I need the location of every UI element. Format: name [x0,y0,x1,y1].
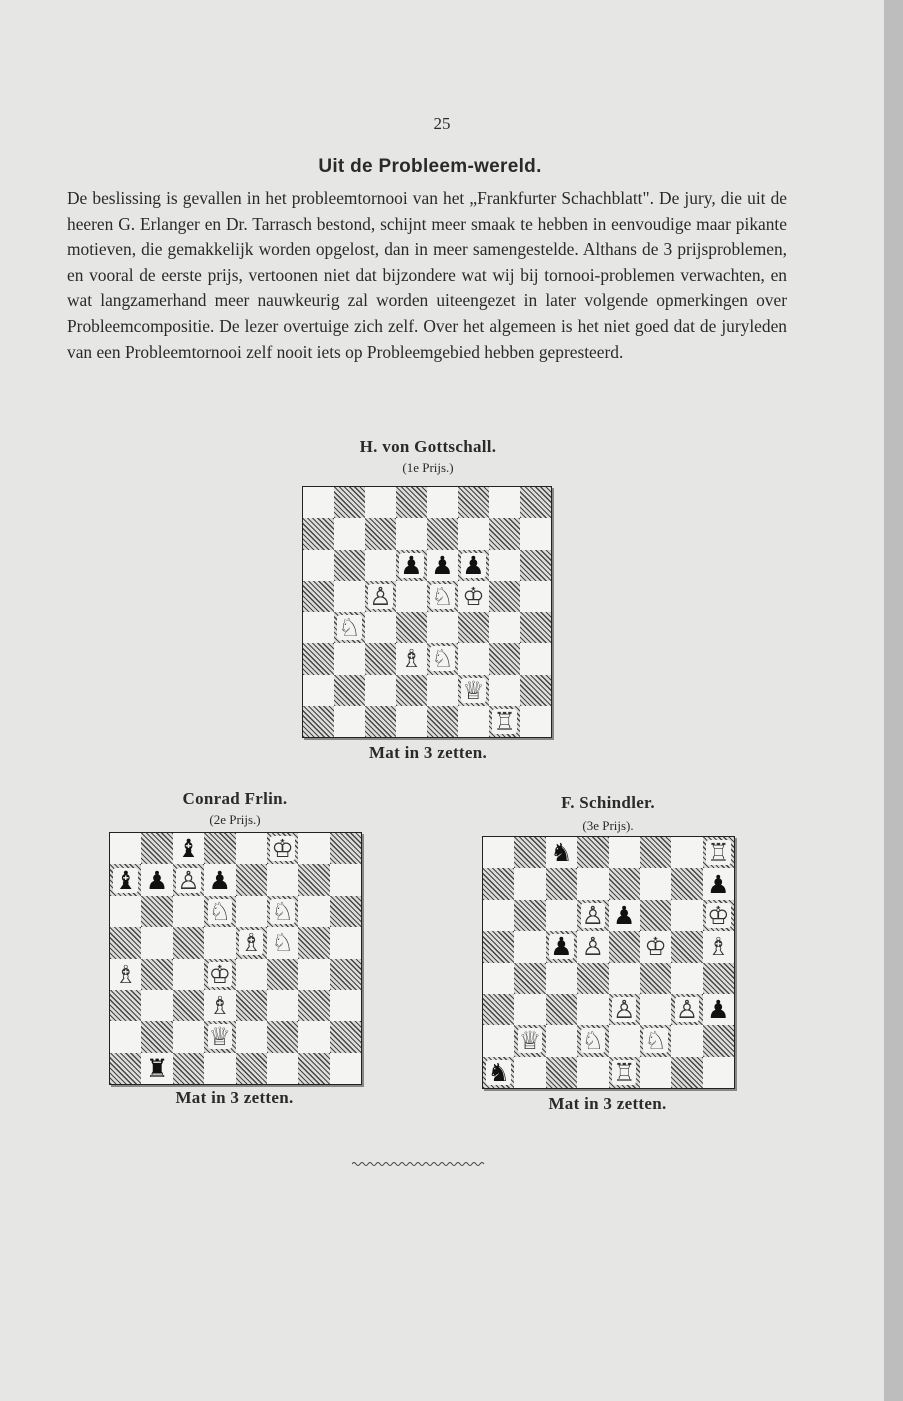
dark-square [303,518,334,549]
light-square [483,1025,514,1056]
dark-square [141,833,172,864]
dark-square [141,896,172,927]
light-square [236,959,267,990]
dark-square [303,581,334,612]
light-square [514,931,545,962]
white-king-icon: ♔ [707,900,730,930]
white-queen-icon: ♕ [208,1022,232,1052]
light-square [365,550,396,581]
dark-square [458,487,489,518]
light-square [703,1057,734,1088]
light-square [365,487,396,518]
light-square [204,927,235,958]
dark-square [110,990,141,1021]
white-bishop-icon: ♗ [707,932,730,962]
dark-square [236,990,267,1021]
white-queen-icon: ♕ [462,675,485,705]
light-square [303,612,334,643]
white-bishop-icon: ♗ [400,644,423,674]
dark-square [489,581,520,612]
dark-square [204,833,235,864]
light-square [427,612,458,643]
black-pawn-icon: ♟ [431,550,454,580]
dark-square [396,612,427,643]
light-square [236,896,267,927]
black-bishop-icon: ♝ [114,865,137,895]
light-square [334,706,365,737]
dark-square [546,1057,577,1088]
light-square [141,927,172,958]
dark-square [298,864,329,895]
dark-square [330,959,361,990]
light-square [236,833,267,864]
chess-diagram-1 [302,486,552,738]
white-pawn-icon: ♙ [612,995,636,1025]
dark-square [427,706,458,737]
light-square [330,864,361,895]
dark-square [330,833,361,864]
black-pawn-icon: ♟ [208,865,232,895]
paragraph: De beslissing is gevallen in het probleemtornooi van het „Frankfurter Schachblatt". De jury, die uit de heeren G. Erlanger en Dr. Tarrasch bestond, schijnt meer smaak te hebben in eenvoudige maar pikante motieven, die gemakkelijk worden opgelost, dan in meer samengestelde. Althans de 3 prijsproblemen, en vooral de eerste prijs, vertoonen niet dat bijzondere wat wij bij tornooi-problemen verwachten, en wat langzamerhand meer nauwkeurig zal worden uiteengezet in later volgende opmerkingen over Probleemcompositie. De lezer overtuige zich zelf. Over het algemeen is het niet goed dat de juryleden van een Probleemtornooi zelf nooit iets op Probleemgebied hebben gepresteerd. [67,188,787,362]
dark-square [173,1053,204,1084]
light-square [458,643,489,674]
page-edge [884,0,903,1401]
dark-square [427,518,458,549]
dark-square [365,706,396,737]
light-square [204,1053,235,1084]
dark-square [483,994,514,1025]
light-square [303,675,334,706]
white-rook-icon: ♖ [493,706,516,736]
dark-square [334,550,365,581]
light-square [365,675,396,706]
dark-square [141,1021,172,1052]
dark-square [671,931,702,962]
dark-square [110,927,141,958]
dark-square [396,487,427,518]
dark-square [110,1053,141,1084]
light-square [640,994,671,1025]
dark-square [298,990,329,1021]
dark-square [546,868,577,899]
light-square [546,1025,577,1056]
light-square [330,927,361,958]
dark-square [609,868,640,899]
dark-square [609,931,640,962]
light-square [489,612,520,643]
dark-square [298,927,329,958]
light-square [520,581,551,612]
light-square [546,963,577,994]
problem-1-prize: (1e Prijs.) [402,460,454,475]
dark-square [520,550,551,581]
light-square [267,864,298,895]
light-square [427,675,458,706]
problem-1-caption: Mat in 3 zetten. [368,743,488,762]
dark-square [483,931,514,962]
light-square [267,1053,298,1084]
light-square [609,963,640,994]
dark-square [483,868,514,899]
dark-square [236,1053,267,1084]
white-bishop-icon: ♗ [114,959,137,989]
dark-square [236,864,267,895]
light-square [298,1021,329,1052]
white-knight-icon: ♘ [208,896,232,926]
problem-1-author: H. von Gottschall. [359,437,497,456]
dark-square [267,1021,298,1052]
white-pawn-icon: ♙ [581,900,605,930]
light-square [110,896,141,927]
black-pawn-icon: ♟ [145,865,169,895]
dark-square [330,896,361,927]
body-text [67,186,787,365]
problem-2-author: Conrad Frlin. [182,789,288,808]
dark-square [458,612,489,643]
dark-square [671,1057,702,1088]
light-square [334,643,365,674]
dark-square [334,487,365,518]
light-square [514,994,545,1025]
light-square [173,959,204,990]
light-square [514,868,545,899]
page-number: 25 [433,114,451,133]
light-square [577,868,608,899]
dark-square [303,643,334,674]
white-rook-icon: ♖ [612,1057,636,1087]
white-knight-icon: ♘ [644,1026,667,1056]
white-king-icon: ♔ [208,959,232,989]
dark-square [703,1025,734,1056]
white-queen-icon: ♕ [518,1026,542,1056]
white-bishop-icon: ♗ [239,928,263,958]
light-square [520,643,551,674]
dark-square [577,963,608,994]
black-rook-icon: ♜ [145,1053,169,1083]
white-king-icon: ♔ [462,581,485,611]
light-square [489,550,520,581]
light-square [577,994,608,1025]
dark-square [303,706,334,737]
light-square [520,518,551,549]
light-square [520,706,551,737]
white-knight-icon: ♘ [271,928,294,958]
dark-square [577,837,608,868]
light-square [396,518,427,549]
problem-3-author: F. Schindler. [561,793,655,812]
light-square [458,518,489,549]
black-knight-icon: ♞ [550,838,573,868]
light-square [173,1021,204,1052]
black-pawn-icon: ♟ [707,869,730,899]
problem-2-prize: (2e Prijs.) [209,812,261,827]
black-pawn-icon: ♟ [612,900,636,930]
light-square [303,550,334,581]
dark-square [520,487,551,518]
dark-square [267,959,298,990]
dark-square [334,675,365,706]
black-pawn-icon: ♟ [462,550,485,580]
black-bishop-icon: ♝ [177,834,200,864]
dark-square [330,1021,361,1052]
light-square [396,581,427,612]
light-square [173,896,204,927]
dark-square [365,643,396,674]
light-square [298,959,329,990]
light-square [298,833,329,864]
light-square [483,900,514,931]
dark-square [173,927,204,958]
light-square [303,487,334,518]
dark-square [489,643,520,674]
light-square [110,1021,141,1052]
dark-square [141,959,172,990]
decorative-rule [352,1160,485,1168]
chess-diagram-2 [109,832,362,1085]
white-knight-icon: ♘ [431,581,454,611]
light-square [236,1021,267,1052]
dark-square [365,518,396,549]
light-square [334,518,365,549]
light-square [671,900,702,931]
dark-square [520,612,551,643]
white-pawn-icon: ♙ [369,581,392,611]
light-square [267,990,298,1021]
section-title: Uit de Probleem-wereld. [318,156,542,177]
dark-square [640,900,671,931]
light-square [110,833,141,864]
dark-square [640,837,671,868]
white-knight-icon: ♘ [581,1026,605,1056]
light-square [483,963,514,994]
light-square [489,675,520,706]
white-pawn-icon: ♙ [581,932,605,962]
dark-square [703,963,734,994]
light-square [640,868,671,899]
light-square [514,1057,545,1088]
dark-square [298,1053,329,1084]
white-king-icon: ♔ [271,834,294,864]
white-knight-icon: ♘ [271,896,294,926]
problem-2-caption: Mat in 3 zetten. [175,1088,294,1107]
white-rook-icon: ♖ [707,838,730,868]
black-pawn-icon: ♟ [707,995,730,1025]
light-square [609,837,640,868]
dark-square [514,963,545,994]
problem-3-prize: (3e Prijs). [582,818,634,833]
dark-square [489,518,520,549]
light-square [396,706,427,737]
light-square [330,1053,361,1084]
dark-square [671,868,702,899]
white-knight-icon: ♘ [338,613,361,643]
dark-square [546,994,577,1025]
dark-square [173,990,204,1021]
light-square [640,1057,671,1088]
light-square [489,487,520,518]
light-square [458,706,489,737]
light-square [330,990,361,1021]
light-square [334,581,365,612]
white-knight-icon: ♘ [431,644,454,674]
black-pawn-icon: ♟ [550,932,573,962]
light-square [546,900,577,931]
light-square [298,896,329,927]
white-bishop-icon: ♗ [208,991,232,1021]
light-square [483,837,514,868]
problem-3-caption: Mat in 3 zetten. [548,1094,667,1113]
light-square [141,990,172,1021]
black-knight-icon: ♞ [487,1057,510,1087]
dark-square [514,837,545,868]
dark-square [396,675,427,706]
dark-square [640,963,671,994]
white-king-icon: ♔ [644,932,667,962]
light-square [609,1025,640,1056]
black-pawn-icon: ♟ [400,550,423,580]
light-square [671,837,702,868]
light-square [671,1025,702,1056]
light-square [427,487,458,518]
light-square [577,1057,608,1088]
white-pawn-icon: ♙ [177,865,200,895]
light-square [365,612,396,643]
dark-square [514,900,545,931]
light-square [671,963,702,994]
chess-diagram-3 [482,836,735,1089]
white-pawn-icon: ♙ [675,995,699,1025]
dark-square [520,675,551,706]
